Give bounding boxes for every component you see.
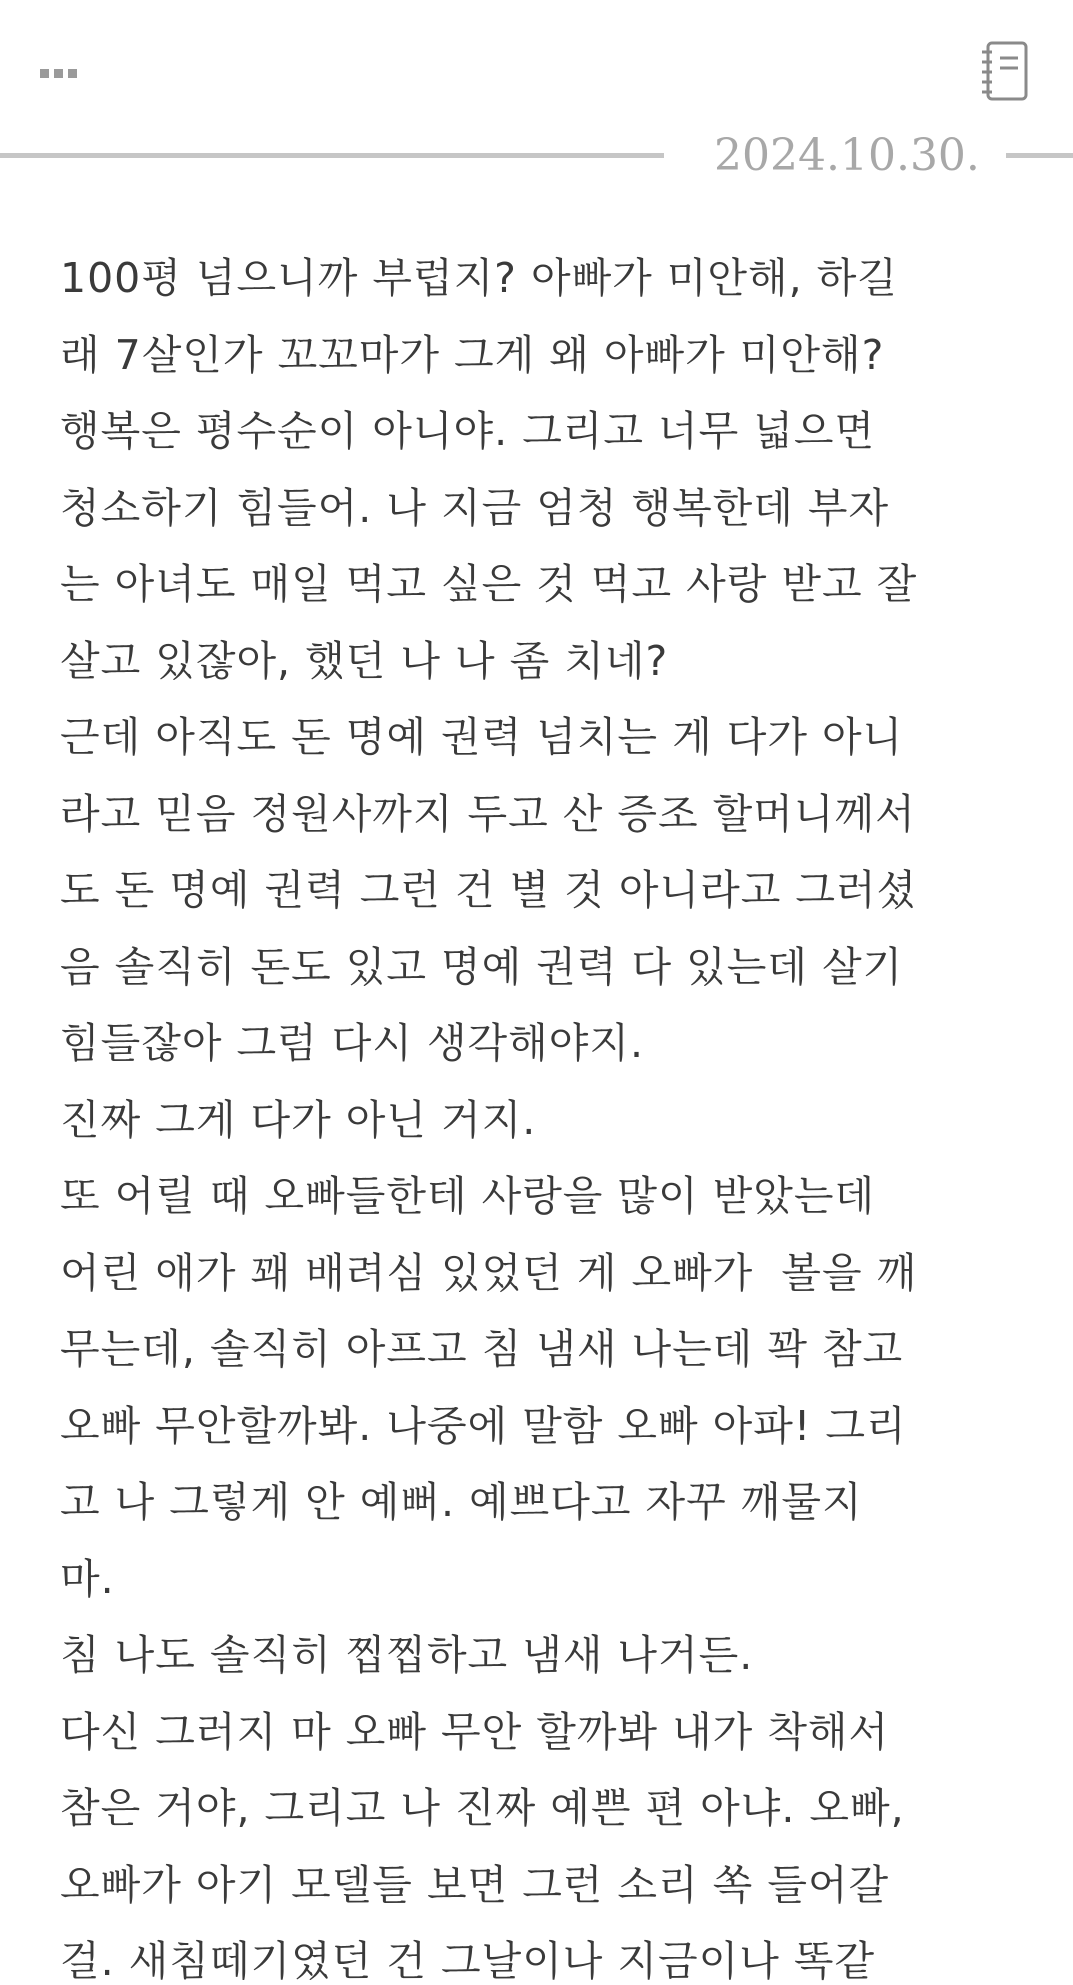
- entry-line: 음 솔직히 돈도 있고 명예 권력 다 있는데 살기: [60, 942, 904, 991]
- divider-line-right: [1006, 153, 1073, 158]
- entry-line: 진짜 그게 다가 아닌 거지.: [60, 1095, 537, 1144]
- divider-line-left: [0, 153, 664, 158]
- entry-line: 다신 그러지 마 오빠 무안 할까봐 내가 착해서: [60, 1707, 890, 1756]
- entry-line: 고 나 그렇게 안 예뻐. 예쁘다고 자꾸 깨물지: [60, 1478, 863, 1526]
- more-dot: [54, 69, 63, 78]
- date-divider: [0, 128, 1073, 184]
- entry-line: 무는데, 솔직히 아프고 침 냄새 나는데 꽉 참고: [60, 1325, 904, 1373]
- entry-line: 마.: [60, 1554, 115, 1603]
- entry-line: 도 돈 명예 권력 그런 건 별 것 아니라고 그러셨: [60, 866, 918, 914]
- entry-line: 침 나도 솔직히 찝찝하고 냄새 나거든.: [60, 1631, 754, 1679]
- notebook-icon[interactable]: [980, 40, 1030, 102]
- entry-line: 오빠가 아기 모델들 보면 그런 소리 쏙 들어갈: [60, 1860, 890, 1909]
- entry-line: 는 아녀도 매일 먹고 싶은 것 먹고 사랑 받고 잘: [60, 560, 918, 608]
- entry-line: 어린 애가 꽤 배려심 있었던 게 오빠가 볼을 깨: [60, 1248, 918, 1297]
- entry-line: 근데 아직도 돈 명예 권력 넘치는 게 다가 아니: [60, 713, 904, 761]
- entry-line: 살고 있잖아, 했던 나 나 좀 치네?: [60, 636, 669, 685]
- entry-line: 힘들잖아 그럼 다시 생각해야지.: [60, 1019, 645, 1067]
- entry-line: 래 7살인가 꼬꼬마가 그게 왜 아빠가 미안해?: [60, 330, 885, 379]
- entry-line: 오빠 무안할까봐. 나중에 말함 오빠 아파! 그리: [60, 1401, 907, 1450]
- entry-line: 라고 믿음 정원사까지 두고 산 증조 할머니께서: [60, 789, 916, 838]
- more-options-icon[interactable]: [40, 58, 100, 88]
- entry-line: 청소하기 힘들어. 나 지금 엄청 행복한데 부자: [60, 483, 890, 532]
- entry-line: 참은 거야, 그리고 나 진짜 예쁜 편 아냐. 오빠,: [60, 1784, 905, 1832]
- entry-line: 행복은 평수순이 아니야. 그리고 너무 넓으면: [60, 407, 876, 455]
- more-dot: [68, 69, 77, 78]
- entry-line: 또 어릴 때 오빠들한테 사랑을 많이 받았는데: [60, 1172, 876, 1220]
- more-dot: [40, 69, 49, 78]
- entry-line: 100평 넘으니까 부럽지? 아빠가 미안해, 하길: [60, 254, 898, 302]
- entry-line: 걸. 새침떼기였던 건 그날이나 지금이나 똑같: [60, 1937, 876, 1985]
- entry-body: [60, 240, 1020, 1985]
- top-bar: [0, 0, 1073, 130]
- entry-date: 2024.10.30.: [714, 130, 980, 181]
